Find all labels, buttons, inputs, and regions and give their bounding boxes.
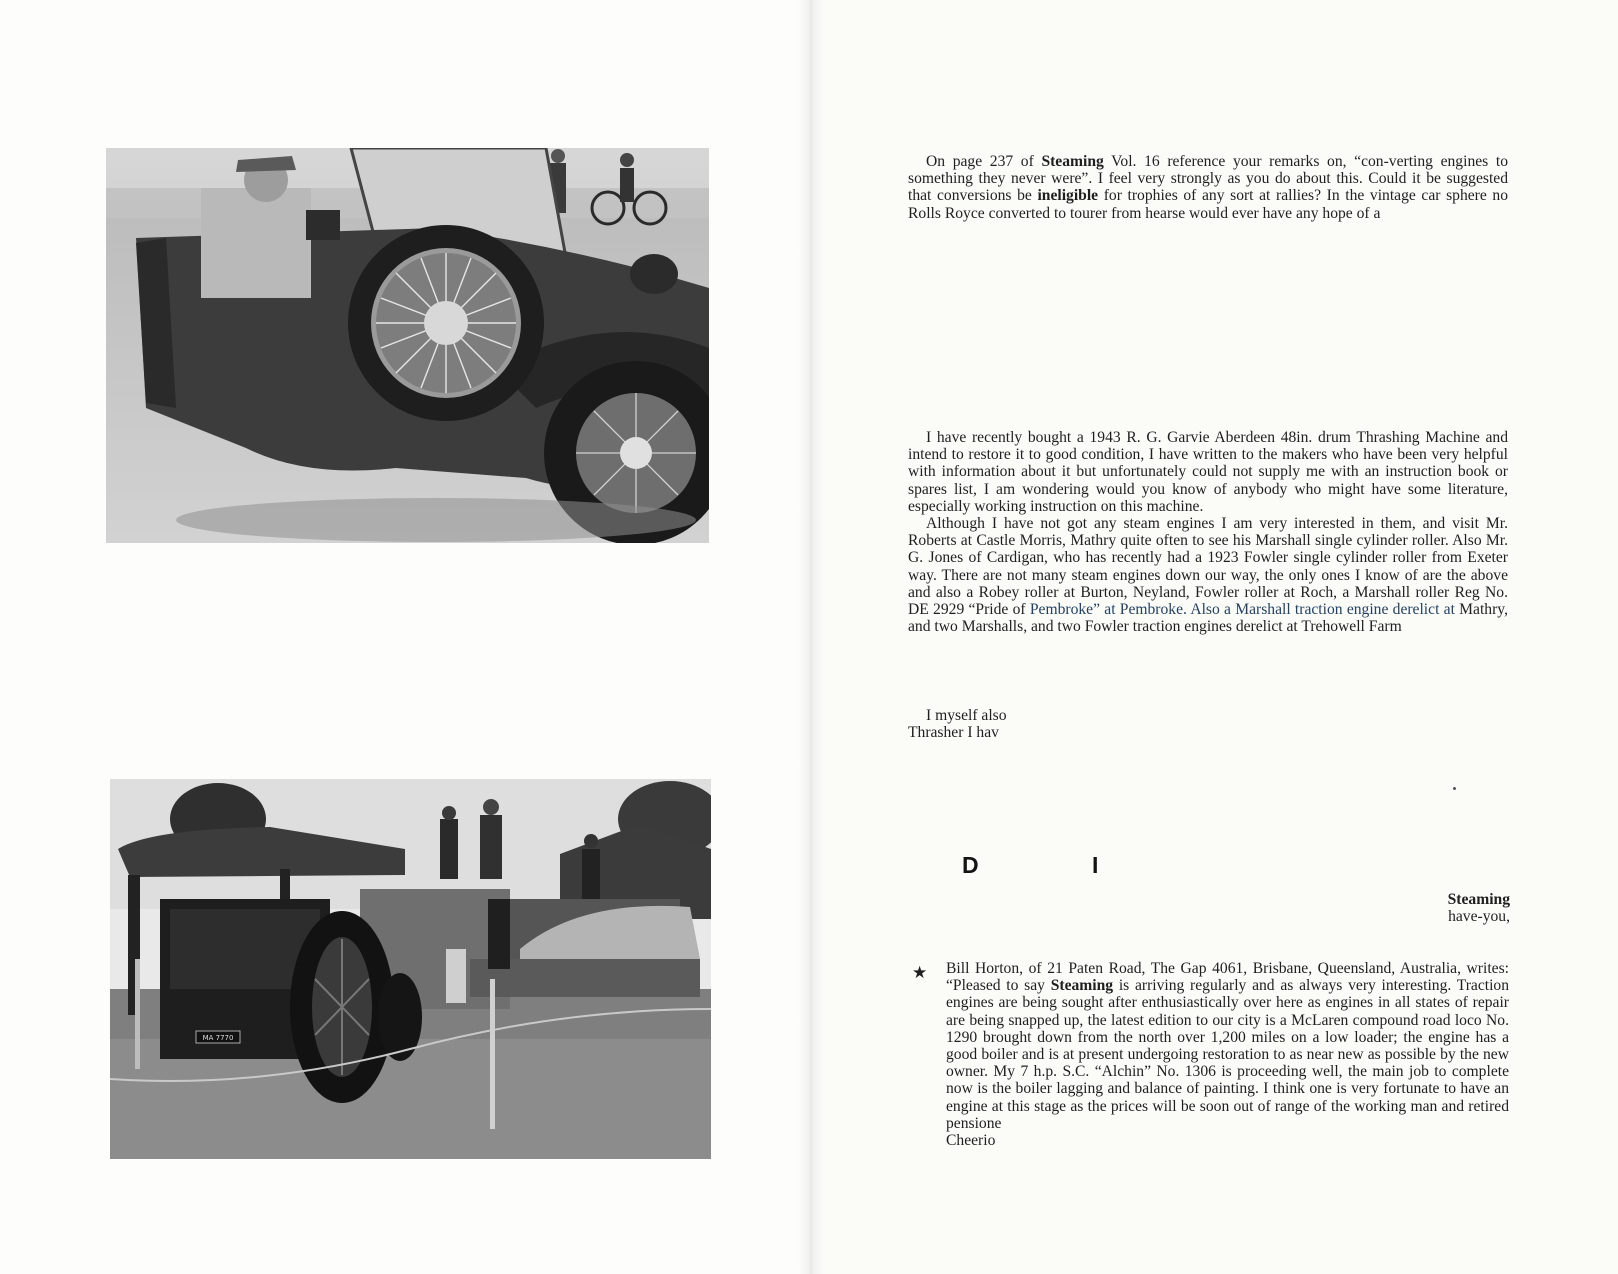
letter-3-text-before: Bill Horton, of 21 Paten Road, The Gap 4061, Brisbane, Queensland, Australia, writes: “Pleased to say [946,960,1509,995]
heading-fragment-i: I [1092,852,1099,878]
letter-2-paragraph-1: I have recently bought a 1943 R. G. Garvie Aberdeen 48in. drum Thrashing Machine and intend to restore it to good condition, I have written to the makers who have been very helpful with information about it but unfortunately could not supply me with an instruction book or spares list, I am wondering would you know of anybody who might have some literature, especially working instruction on this machine. [908,429,1508,515]
letter-3-sign-off: Cheerio [946,1132,996,1150]
magazine-name-2: Steaming [1050,977,1114,995]
page-gutter [798,0,824,1274]
fragment-line-2: Thrasher I hav [908,724,999,742]
letter-thrashing-machine [908,429,1508,635]
letter-2-paragraph-2-highlight: Pembroke” at Pembroke. Also a Marshall traction engine derelict at [1029,601,1455,619]
emphasis-ineligible: ineligible [1037,187,1099,205]
speck [1453,787,1456,790]
letter-converting-engines [908,153,1508,222]
engine-number-plate: MA 7770 [202,1034,234,1042]
truncated-letter-fragment [908,707,1208,741]
letter-1-text-after: for trophies of any sort at rallies? In the vintage car sphere no Rolls Royce converted to tourer from hearse would ever have any hope of a [908,187,1508,222]
fragment-line-1: I myself also [926,707,1007,724]
letter-3-text-after: is arriving regularly and as always very interesting. Traction engines are being sought after enthusiastically over here as engines in all states of repair are being snapped up, the latest edition to our city is a McLaren compound road loco No. 1290 brought down from the north over 1,200 miles on a low loader; the engine has a good boiler and is at present undergoing restoration to as near new as possible by the new owner. My 7 h.p. S.C. “Alchin” No. 1306 is proceeding well, the main job to complete now is the boiler lagging and balance of painting. I think one is very fortunate to have an engine at this stage as the prices will be soon out of range of the working man and retired pensione [946,977,1510,1132]
letter-2-paragraph-2-start: Although I have not got any steam engines I am very interested in them, and visit Mr. Roberts at Castle Morris, Mathry quite often to see his Marshall single cylinder roller. Also Mr. G. Jones of Cardigan, who has recently had a 1923 Fowler single cylinder roller from Exeter way. There are not many steam engines down our way, the only ones I know of are the above and also a Robey roller at Burton, Neyland, Fowler roller at Roch, a Marshall roller Reg No. DE 2929 “Pride of [908,515,1508,619]
letter-1-text-mid: Vol. 16 reference your remarks on, “con-verting engines to something they never were”. I feel very strongly as you do about this. Could it be suggested that conversions be [908,153,1508,205]
star-icon: ★ [912,963,928,983]
fragment-steaming: Steaming [1447,891,1510,908]
letter-bill-horton [946,960,1509,1149]
letter-2-paragraph-2-end: Mathry, and two Marshalls, and two Fowler traction engines derelict at Trehowell Farm [908,601,1508,636]
vintage-car-photo [106,148,709,543]
heading-fragment-d: D [962,852,979,878]
magazine-name: Steaming [1041,153,1104,170]
threshing-scene-photo [110,779,711,1159]
letter-1-text-before: On page 237 of [926,153,1042,170]
fragment-have-you: have-you, [1448,908,1510,925]
